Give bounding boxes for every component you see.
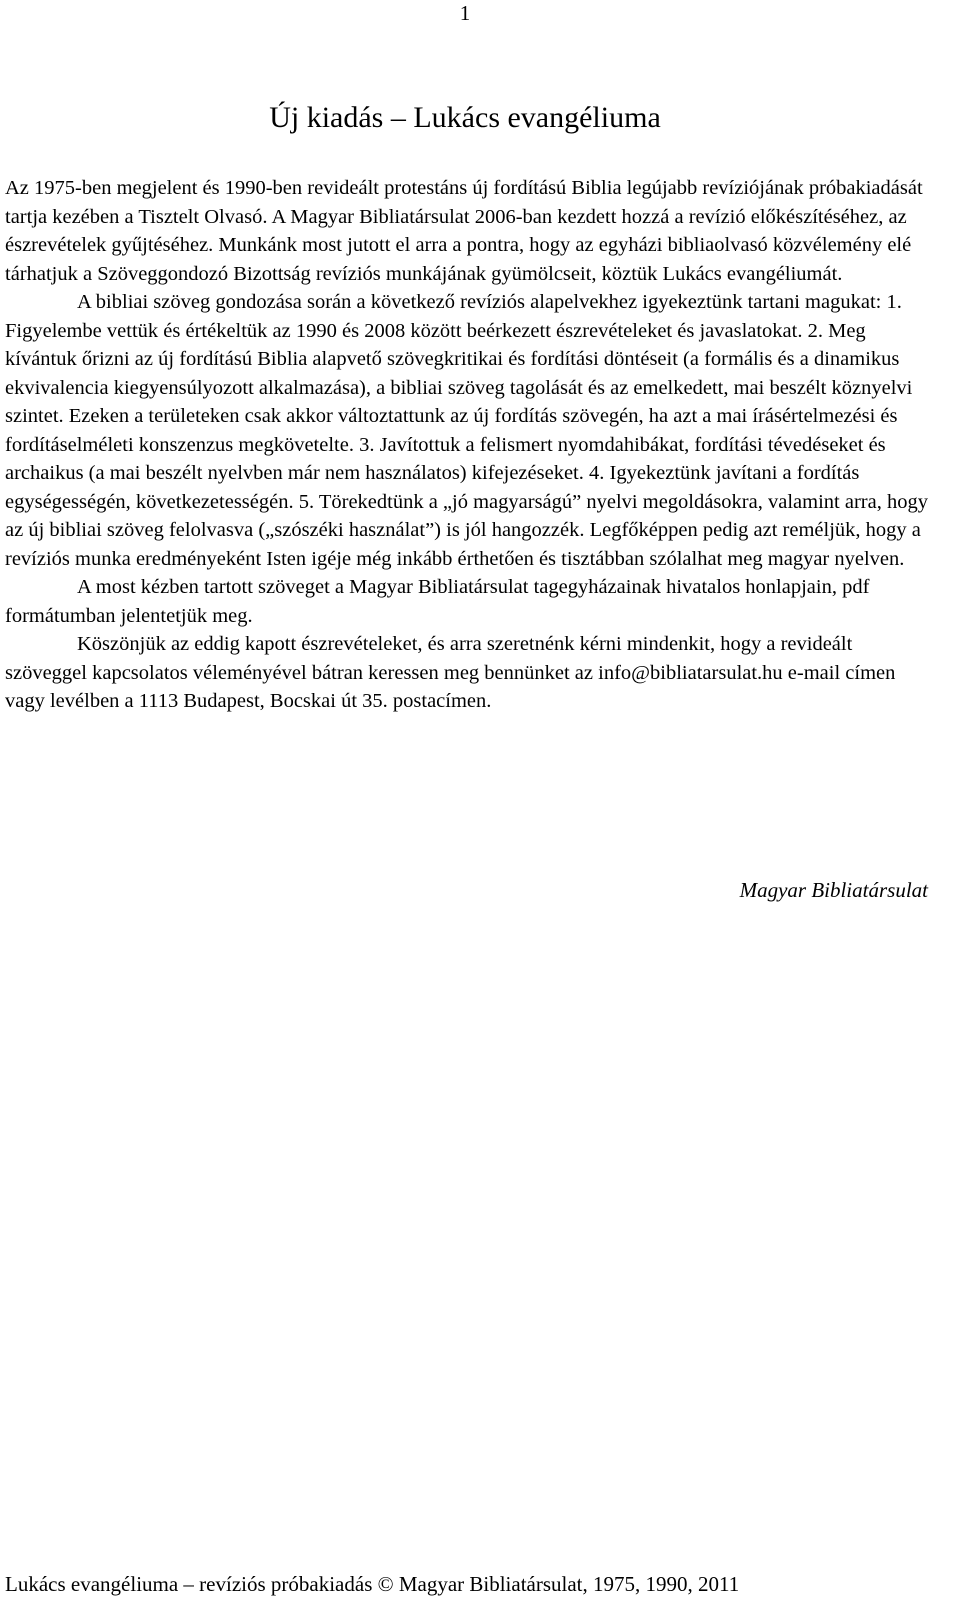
paragraph-principles: A bibliai szöveg gondozása során a következő revíziós alapelvekhez igyekeztünk tartani magukat: 1. Figyelembe vettük és értékeltük az 1990 és 2008 között beérkezett észrevételeket és javaslatokat. 2. Meg kívántuk őrizni az új fordítású Biblia alapvető szövegkritikai és fordítási döntéseit (a formális és a dinamikus ekvivalencia kiegyensúlyozott alkalmazása), a bibliai szöveg tagolását és az emelkedett, mai beszélt köznyelvi szintet. Ezeken a területeken csak akkor változtattunk az új fordítás szövegén, ha azt a mai írásértelmezési és fordításelméleti konszenzus megkövetelte. 3. Javítottuk a felismert nyomdahibákat, fordítási tévedéseket és archaikus (a mai beszélt nyelvben már nem használatos) kifejezéseket. 4. Igyekeztünk javítani a fordítás egységességén, következetességén. 5. Törekedtünk a „jó magyarságú” nyelvi megoldásokra, valamint arra, hogy az új bibliai szöveg felolvasva („szószéki használat”) is jól hangozzék. Legfőképpen pedig azt reméljük, hogy a revíziós munka eredményeként Isten igéje még inkább érthetően és tisztábban szólalhat meg magyar nyelven. [5, 291, 928, 570]
document-title: Új kiadás – Lukács evangéliuma [269, 101, 661, 134]
page-number: 1 [459, 1, 471, 25]
paragraph-intro: Az 1975-ben megjelent és 1990-ben revideált protestáns új fordítású Biblia legújabb revíziójának próbakiadását tartja kezében a Tisztelt Olvasó. A Magyar Bibliatársulat 2006-ban kezdett hozzá a revízió előkészítéséhez, az észrevételek gyűjtéséhez. Munkánk most jutott el arra a pontra, hogy az egyházi bibliaolvasó közvélemény elé tárhatjuk a Szöveggondozó Bizottság revíziós munkájának gyümölcseit, köztük Lukács evangéliumát. [5, 177, 923, 285]
paragraph-publication: A most kézben tartott szöveget a Magyar Bibliatársulat tagegyházainak hivatalos honlapjain, pdf formátumban jelentetjük meg. [5, 576, 870, 627]
paragraph-thanks: Köszönjük az eddig kapott észrevételeket, és arra szeretnénk kérni mindenkit, hogy a revideált szöveggel kapcsolatos véleményével bátran keressen meg bennünket az info@bibliatarsulat.hu e-mail címen vagy levélben a 1113 Budapest, Bocskai út 35. postacímen. [5, 633, 896, 712]
signature: Magyar Bibliatársulat [739, 878, 928, 902]
page-footer: Lukács evangéliuma – revíziós próbakiadás © Magyar Bibliatársulat, 1975, 1990, 2011 [5, 1572, 740, 1596]
body-text [5, 174, 930, 716]
